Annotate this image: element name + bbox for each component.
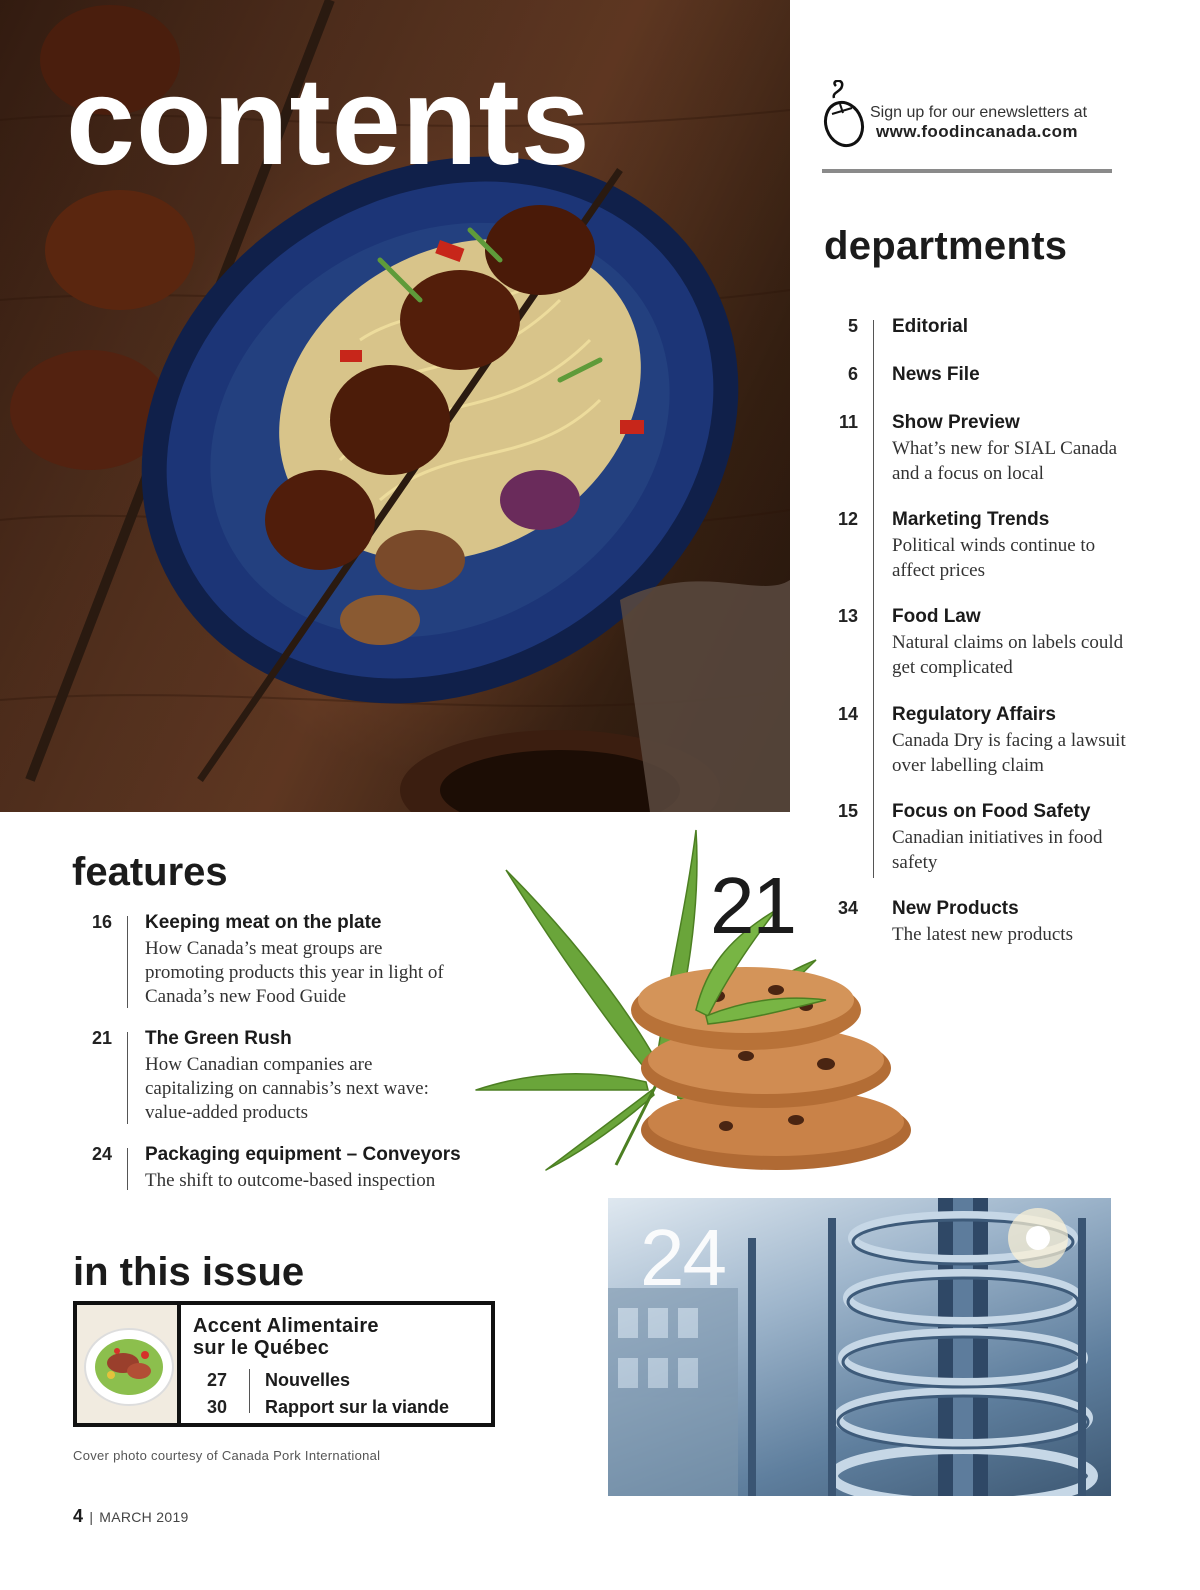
feature-description: The shift to outcome-based inspection xyxy=(145,1170,436,1191)
page-number: 27 xyxy=(207,1370,228,1390)
feature-title[interactable]: Packaging equipment – Conveyors xyxy=(145,1144,461,1165)
newsletter-link[interactable]: www.foodincanada.com xyxy=(876,122,1078,141)
department-title[interactable]: Marketing Trends xyxy=(892,509,1050,530)
supplement-title xyxy=(193,1315,483,1359)
list-item[interactable] xyxy=(193,1397,493,1423)
department-title[interactable]: Focus on Food Safety xyxy=(892,801,1091,822)
page-number: 24 xyxy=(91,1144,112,1164)
page-folio xyxy=(73,1506,189,1527)
page-number: 15 xyxy=(837,801,858,821)
page-number: 30 xyxy=(207,1397,228,1417)
in-this-issue-heading: in this issue xyxy=(73,1250,305,1294)
department-title[interactable]: New Products xyxy=(892,898,1019,919)
feature-description: How Canada’s meat groups are promoting products this year in light of Canada’s new Food Guide xyxy=(145,938,444,1007)
department-title[interactable]: Food Law xyxy=(892,606,981,627)
department-description: Canadian initiatives in food safety xyxy=(892,827,1103,873)
page-number: 16 xyxy=(91,912,112,932)
department-title[interactable]: Show Preview xyxy=(892,412,1020,433)
newsletter-text: Sign up for our enewsletters at xyxy=(870,104,1088,121)
in-this-issue-box[interactable] xyxy=(73,1301,495,1427)
feature-title[interactable]: The Green Rush xyxy=(145,1028,292,1049)
page-number: 6 xyxy=(847,364,858,384)
cover-photo xyxy=(0,0,790,812)
list-item[interactable] xyxy=(193,1370,493,1396)
department-title[interactable]: News File xyxy=(892,364,980,385)
folio-separator: | xyxy=(89,1509,94,1525)
feature-title[interactable]: Keeping meat on the plate xyxy=(145,912,382,933)
computer-mouse-icon xyxy=(822,80,870,150)
page-number: 14 xyxy=(837,704,858,724)
folio-issue-date: MARCH 2019 xyxy=(99,1509,189,1525)
supplement-item-label[interactable]: Rapport sur la viande xyxy=(265,1397,450,1417)
department-title[interactable]: Regulatory Affairs xyxy=(892,704,1056,725)
department-description: Natural claims on labels could get complicated xyxy=(892,632,1124,678)
salad-plate-image xyxy=(77,1305,181,1423)
page-number: 5 xyxy=(847,316,858,336)
divider xyxy=(127,916,128,1008)
department-description: The latest new products xyxy=(892,924,1073,945)
page-number: 13 xyxy=(837,606,858,626)
page-number: 12 xyxy=(837,509,858,529)
page-number: 11 xyxy=(838,412,858,432)
departments-heading: departments xyxy=(824,224,1068,268)
newsletter-promo xyxy=(822,78,1112,174)
supplement-title-line: Accent Alimentaire xyxy=(193,1315,379,1337)
department-description: Canada Dry is facing a lawsuit over labelling claim xyxy=(892,730,1126,776)
folio-page-number: 4 xyxy=(73,1506,84,1526)
department-description: What’s new for SIAL Canada and a focus on local xyxy=(892,438,1118,484)
divider xyxy=(822,169,1112,173)
divider xyxy=(127,1032,128,1124)
department-description: Political winds continue to affect prices xyxy=(892,535,1096,581)
page-title: contents xyxy=(66,53,591,191)
divider xyxy=(127,1148,128,1190)
feature-callout-number: 21 xyxy=(710,861,795,950)
supplement-thumbnail xyxy=(77,1305,181,1423)
department-title[interactable]: Editorial xyxy=(892,316,969,337)
cannabis-cookie-illustration xyxy=(446,820,926,1180)
feature-callout-number: 24 xyxy=(640,1213,725,1302)
supplement-title-line: sur le Québec xyxy=(193,1337,330,1359)
page-number: 21 xyxy=(91,1028,112,1048)
features-heading: features xyxy=(72,850,228,894)
divider xyxy=(873,320,874,878)
feature-description: How Canadian companies are capitalizing on cannabis’s next wave: value-added products xyxy=(145,1054,429,1123)
cover-photo-credit: Cover photo courtesy of Canada Pork International xyxy=(73,1448,381,1463)
page-number: 34 xyxy=(837,898,858,918)
supplement-item-label[interactable]: Nouvelles xyxy=(265,1370,351,1390)
